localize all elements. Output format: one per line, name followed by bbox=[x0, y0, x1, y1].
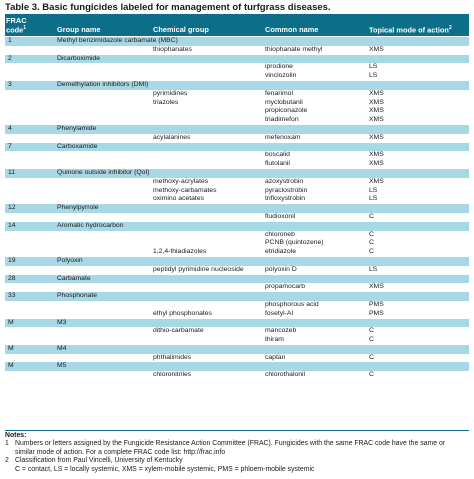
group-row bbox=[5, 204, 469, 213]
table-row bbox=[5, 134, 469, 143]
group-row bbox=[5, 292, 469, 301]
common-name-cell: fenarimol bbox=[265, 89, 293, 97]
table-row bbox=[5, 371, 469, 380]
frac-code-cell: 7 bbox=[8, 142, 12, 150]
common-name-cell: captan bbox=[265, 353, 286, 361]
common-name-cell: mefenoxam bbox=[265, 133, 301, 141]
chemical-group-cell: methoxy-acrylates bbox=[153, 177, 209, 185]
common-name-cell: triadimefon bbox=[265, 116, 299, 124]
table-header bbox=[5, 14, 469, 36]
mode-of-action-cell: XMS bbox=[369, 89, 384, 97]
table-title: Table 3. Basic fungicides labeled for management of turfgrass diseases. bbox=[5, 2, 331, 13]
header-frac-line1: FRAC bbox=[6, 16, 27, 25]
table-row bbox=[5, 301, 469, 310]
table-row bbox=[5, 187, 469, 196]
group-name-cell: M4 bbox=[57, 344, 67, 352]
chemical-group-cell: triazoles bbox=[153, 98, 179, 106]
group-row bbox=[5, 169, 469, 178]
mode-of-action-cell: C bbox=[369, 371, 374, 379]
table-row bbox=[5, 231, 469, 240]
frac-code-cell: M bbox=[8, 362, 14, 370]
common-name-cell: polyoxin D bbox=[265, 265, 297, 273]
mode-of-action-cell: XMS bbox=[369, 133, 384, 141]
group-name-cell: M5 bbox=[57, 362, 67, 370]
frac-code-cell: 14 bbox=[8, 221, 16, 229]
group-name-cell: Aromatic hydrocarbon bbox=[57, 221, 124, 229]
table-body bbox=[5, 37, 469, 380]
mode-of-action-cell: C bbox=[369, 327, 374, 335]
note-item bbox=[5, 440, 469, 457]
mode-of-action-cell: LS bbox=[369, 195, 378, 203]
common-name-cell: boscalid bbox=[265, 151, 290, 159]
table-row bbox=[5, 160, 469, 169]
frac-code-cell: M bbox=[8, 318, 14, 326]
mode-of-action-cell: LS bbox=[369, 186, 378, 194]
table-row bbox=[5, 178, 469, 187]
mode-of-action-cell: C bbox=[369, 353, 374, 361]
table-row bbox=[5, 63, 469, 72]
table-row bbox=[5, 195, 469, 204]
common-name-cell: mancozeb bbox=[265, 327, 297, 335]
chemical-group-cell: ethyl phosphonates bbox=[153, 309, 212, 317]
header-common-name: Common name bbox=[265, 25, 319, 34]
chemical-group-cell: phthalimides bbox=[153, 353, 192, 361]
frac-code-cell: 12 bbox=[8, 204, 16, 212]
notes-heading: Notes: bbox=[5, 432, 27, 439]
group-name-cell: Phenylamide bbox=[57, 124, 97, 132]
group-name-cell: Carbamate bbox=[57, 274, 91, 282]
frac-code-cell: 11 bbox=[8, 168, 16, 176]
table-row bbox=[5, 354, 469, 363]
mode-of-action-cell: XMS bbox=[369, 45, 384, 53]
frac-code-cell: 1 bbox=[8, 37, 12, 44]
group-name-cell: Phenylpyrrole bbox=[57, 204, 99, 212]
group-name-cell: Phosphonate bbox=[57, 292, 98, 300]
table-row bbox=[5, 310, 469, 319]
chemical-group-cell: thiophanates bbox=[153, 45, 192, 53]
table-row bbox=[5, 99, 469, 108]
group-name-cell: Carboxamide bbox=[57, 142, 98, 150]
mode-of-action-cell: PMS bbox=[369, 300, 384, 308]
header-mode-label: Topical mode of action bbox=[369, 25, 449, 35]
group-row bbox=[5, 55, 469, 64]
group-row bbox=[5, 257, 469, 266]
chemical-group-cell: acylalanines bbox=[153, 133, 191, 141]
mode-of-action-cell: XMS bbox=[369, 283, 384, 291]
mode-of-action-cell: XMS bbox=[369, 107, 384, 115]
table-row bbox=[5, 336, 469, 345]
frac-code-cell: 33 bbox=[8, 292, 16, 300]
table-row bbox=[5, 248, 469, 257]
common-name-cell: PCNB (quintozene) bbox=[265, 239, 324, 247]
group-row bbox=[5, 143, 469, 152]
group-name-cell: Dicarboximide bbox=[57, 54, 101, 62]
common-name-cell: vinclozolin bbox=[265, 72, 297, 80]
mode-of-action-cell: XMS bbox=[369, 160, 384, 168]
mode-of-action-cell: LS bbox=[369, 72, 378, 80]
common-name-cell: propiconazole bbox=[265, 107, 308, 115]
common-name-cell: phosphorous acid bbox=[265, 300, 319, 308]
common-name-cell: thiophanate methyl bbox=[265, 45, 323, 53]
group-row bbox=[5, 222, 469, 231]
group-name-cell: M3 bbox=[57, 318, 67, 326]
group-name-cell: Demethylation inhibitors (DMI) bbox=[57, 80, 149, 88]
common-name-cell: thiram bbox=[265, 336, 284, 344]
group-row bbox=[5, 362, 469, 371]
table-row bbox=[5, 239, 469, 248]
common-name-cell: trifloxystrobin bbox=[265, 195, 306, 203]
chemical-group-cell: pyrimidines bbox=[153, 89, 188, 97]
table-row bbox=[5, 283, 469, 292]
note-line: Numbers or letters assigned by the Fungicide Resistance Action Committee (FRAC). Fungicides with the same FRAC code have the same or bbox=[15, 440, 446, 448]
common-name-cell: propamocarb bbox=[265, 283, 306, 291]
table-row bbox=[5, 151, 469, 160]
frac-code-cell: 28 bbox=[8, 274, 16, 282]
table-row bbox=[5, 327, 469, 336]
chemical-group-cell: methoxy-carbamates bbox=[153, 186, 217, 194]
table-row bbox=[5, 46, 469, 55]
chemical-group-cell: 1,2,4-thiadiazoles bbox=[153, 248, 207, 256]
common-name-cell: fludioxonil bbox=[265, 212, 296, 220]
common-name-cell: fosetyl-Al bbox=[265, 309, 293, 317]
table-bottom-rule bbox=[5, 430, 469, 431]
note-line: similar mode of action. For a complete FRAC code list: http://frac.info bbox=[15, 448, 226, 456]
header-frac-code-label: code bbox=[6, 25, 24, 35]
mode-of-action-cell: XMS bbox=[369, 151, 384, 159]
header-frac-footnote-ref: 1 bbox=[23, 25, 27, 31]
common-name-cell: chlorothalonil bbox=[265, 371, 306, 379]
notes-section bbox=[5, 432, 469, 474]
note-number: 2 bbox=[5, 457, 9, 465]
note-number: 1 bbox=[5, 440, 9, 448]
group-name-cell: Polyoxin bbox=[57, 256, 83, 264]
header-chemical-group: Chemical group bbox=[153, 25, 209, 34]
table-row bbox=[5, 90, 469, 99]
table-row bbox=[5, 107, 469, 116]
mode-of-action-cell: LS bbox=[369, 63, 378, 71]
mode-of-action-cell: C bbox=[369, 212, 374, 220]
mode-of-action-cell: C bbox=[369, 230, 374, 238]
common-name-cell: iprodione bbox=[265, 63, 293, 71]
header-mode-footnote-ref: 2 bbox=[448, 25, 452, 31]
common-name-cell: azoxystrobin bbox=[265, 177, 304, 185]
group-row bbox=[5, 275, 469, 284]
frac-code-cell: 3 bbox=[8, 80, 12, 88]
notes-list bbox=[5, 440, 469, 474]
frac-code-cell: 4 bbox=[8, 124, 12, 132]
group-row bbox=[5, 125, 469, 134]
mode-of-action-cell: C bbox=[369, 239, 374, 247]
group-row bbox=[5, 81, 469, 90]
chemical-group-cell: chloronitriles bbox=[153, 371, 192, 379]
common-name-cell: myclobutanil bbox=[265, 98, 303, 106]
table-row bbox=[5, 116, 469, 125]
common-name-cell: chloroneb bbox=[265, 230, 295, 238]
table-row bbox=[5, 266, 469, 275]
mode-of-action-cell: C bbox=[369, 248, 374, 256]
note-line: C = contact, LS = locally systemic, XMS = xylem-mobile systemic, PMS = phloem-mobile systemic bbox=[15, 465, 315, 473]
header-frac-line2 bbox=[6, 25, 26, 34]
note-item bbox=[5, 457, 469, 474]
table-row bbox=[5, 213, 469, 222]
group-name-cell: Quinone outside inhibitor (QoI) bbox=[57, 168, 150, 176]
common-name-cell: flutolanil bbox=[265, 160, 290, 168]
chemical-group-cell: peptidyl pyrimidine nucleoside bbox=[153, 265, 244, 273]
chemical-group-cell: dithio-carbamate bbox=[153, 327, 204, 335]
mode-of-action-cell: LS bbox=[369, 265, 378, 273]
common-name-cell: pyraclostrobin bbox=[265, 186, 308, 194]
table-row bbox=[5, 72, 469, 81]
header-group-name: Group name bbox=[57, 25, 101, 34]
mode-of-action-cell: XMS bbox=[369, 98, 384, 106]
header-mode-of-action bbox=[369, 25, 452, 34]
frac-code-cell: 2 bbox=[8, 54, 12, 62]
chemical-group-cell: oximino acetates bbox=[153, 195, 205, 203]
group-name-cell: Methyl benzimidazole carbamate (MBC) bbox=[57, 37, 178, 44]
mode-of-action-cell: XMS bbox=[369, 116, 384, 124]
common-name-cell: etridiazole bbox=[265, 248, 296, 256]
group-row bbox=[5, 37, 469, 46]
note-line: Classification from Paul Vincelli, University of Kentucky bbox=[15, 457, 183, 465]
mode-of-action-cell: XMS bbox=[369, 177, 384, 185]
frac-code-cell: 19 bbox=[8, 256, 16, 264]
group-row bbox=[5, 319, 469, 328]
group-row bbox=[5, 345, 469, 354]
frac-code-cell: M bbox=[8, 344, 14, 352]
mode-of-action-cell: PMS bbox=[369, 309, 384, 317]
mode-of-action-cell: C bbox=[369, 336, 374, 344]
